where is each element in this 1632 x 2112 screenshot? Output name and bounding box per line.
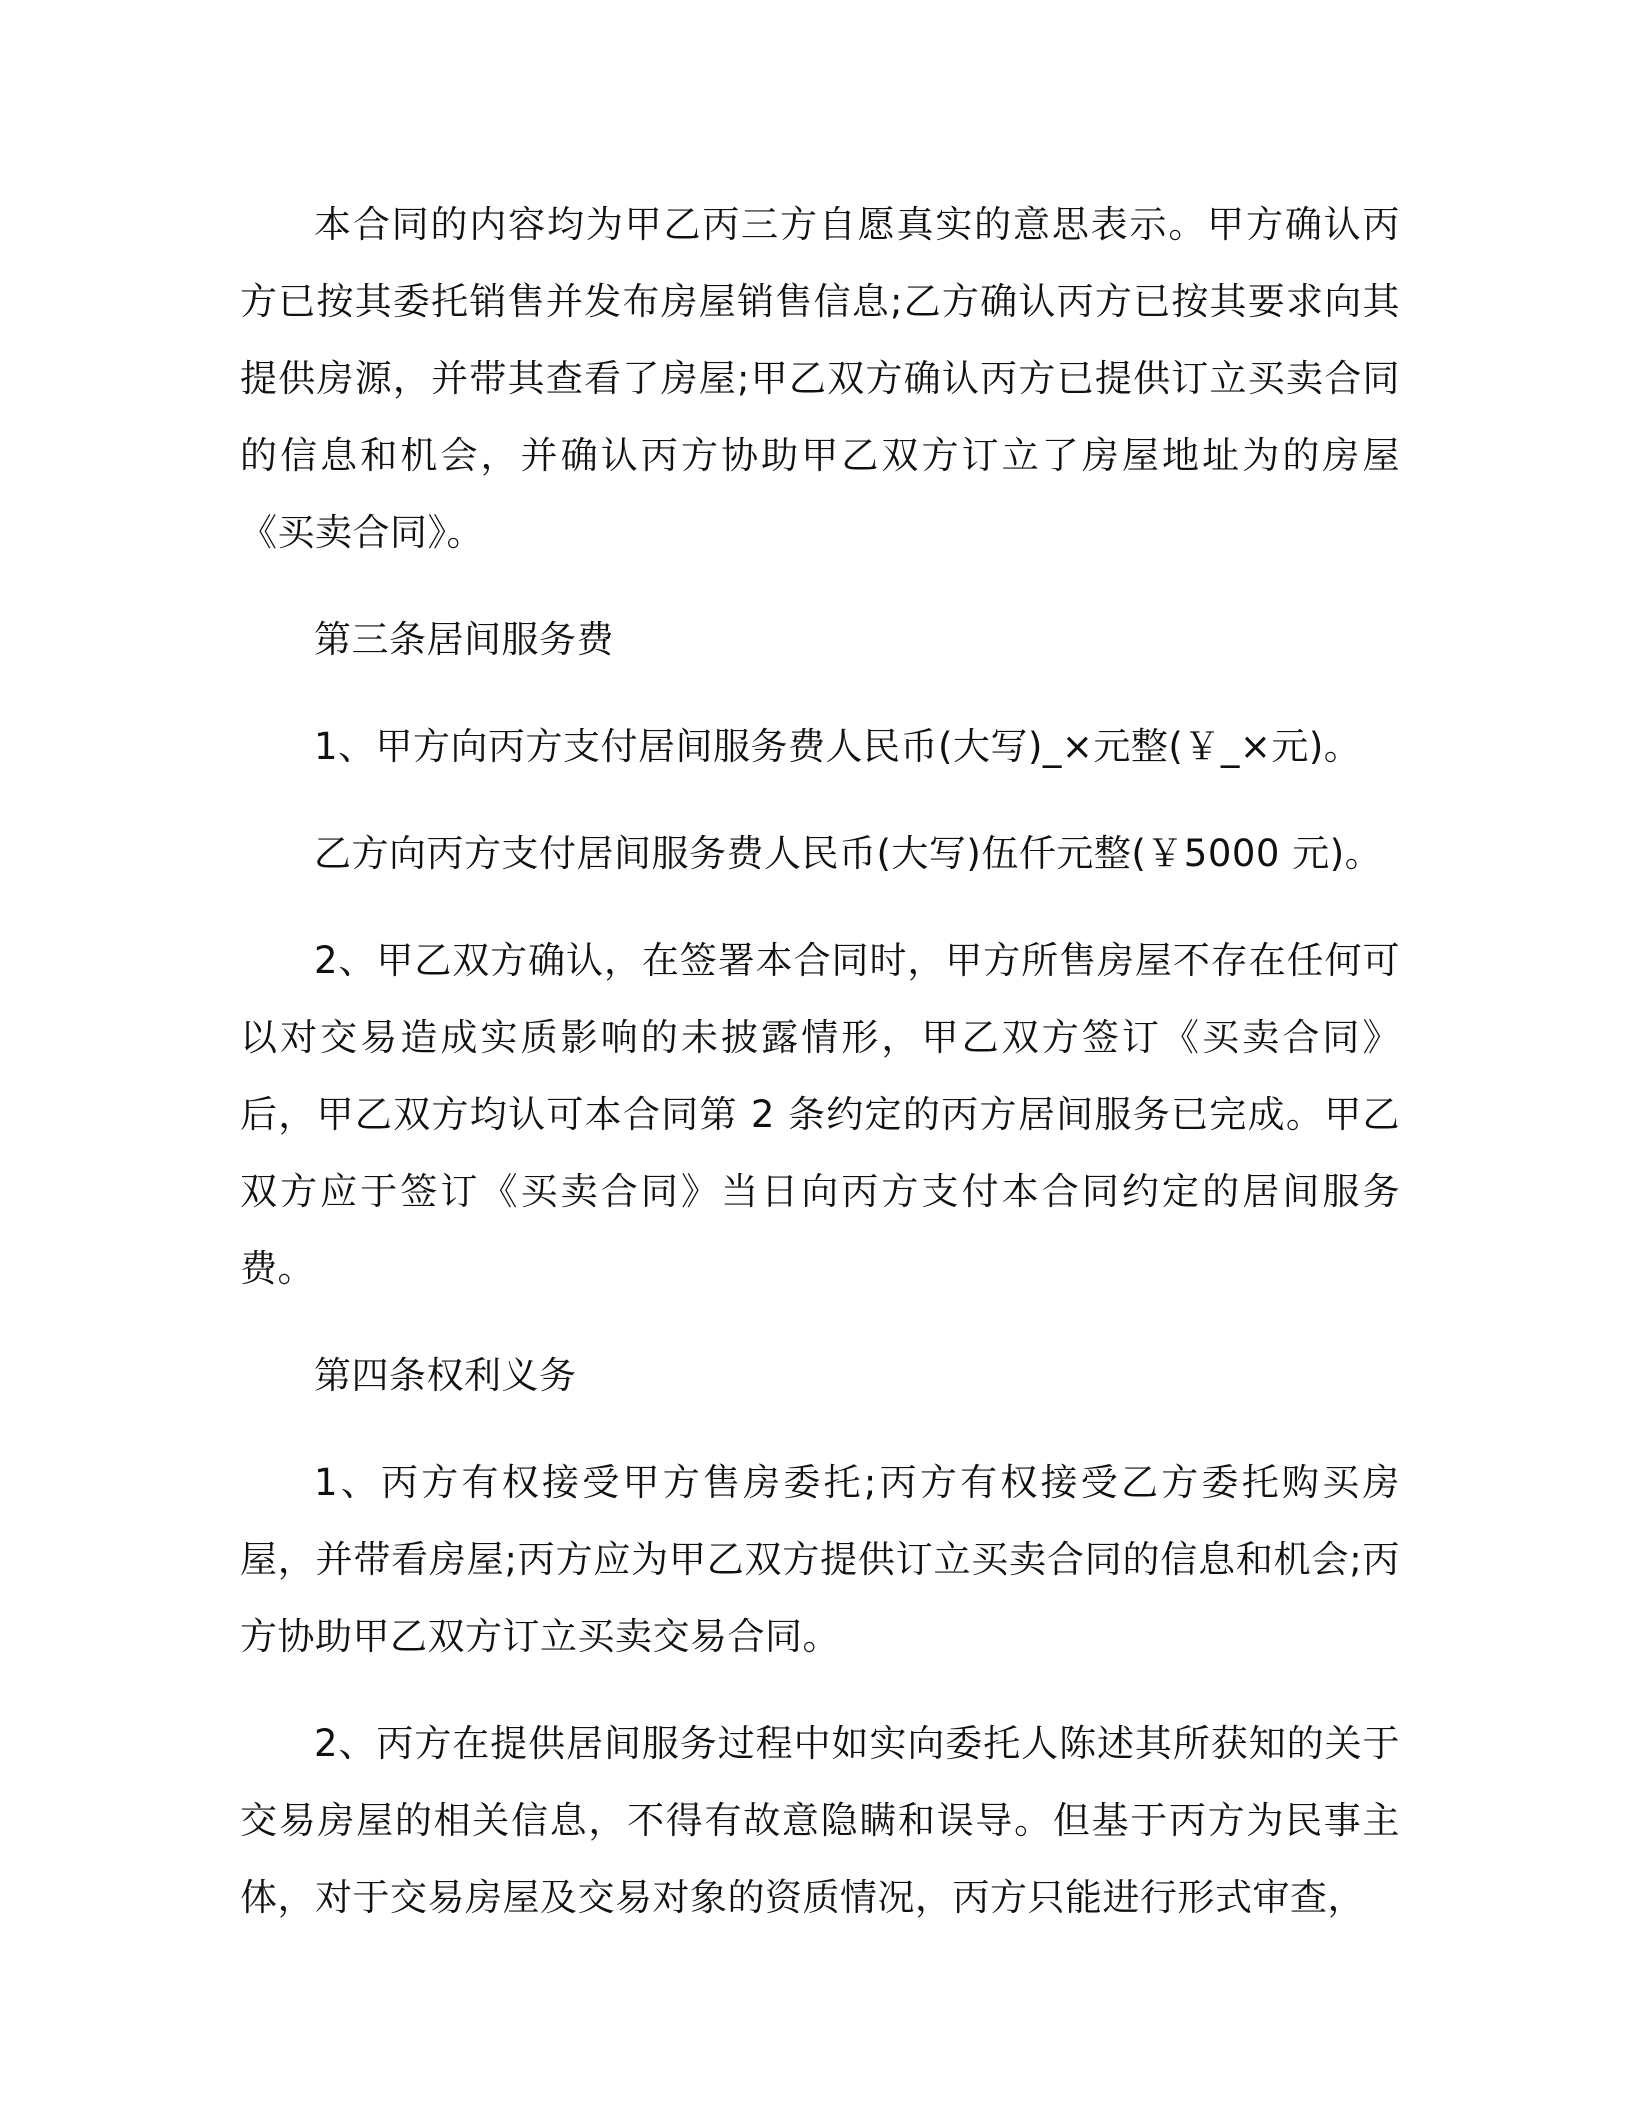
paragraph-confirmation: 本合同的内容均为甲乙丙三方自愿真实的意思表示。甲方确认丙方已按其委托销售并发布房屋销售信息;乙方确认丙方已按其要求向其提供房源，并带其查看了房屋;甲乙双方确认丙方已提供订立买卖合同的信息和机会，并确认丙方协助甲乙双方订立了房屋地址为的房屋《买卖合同》。 bbox=[240, 203, 1400, 554]
fee-party-a: 1、甲方向丙方支付居间服务费人民币(大写)_×元整(￥_×元)。 bbox=[314, 725, 1362, 768]
document-body bbox=[240, 186, 1400, 1966]
rights-clause-1: 1、丙方有权接受甲方售房委托;丙方有权接受乙方委托购买房屋，并带看房屋;丙方应为甲乙双方提供订立买卖合同的信息和机会;丙方协助甲乙双方订立买卖交易合同。 bbox=[240, 1461, 1400, 1658]
article-4-heading: 第四条权利义务 bbox=[314, 1354, 577, 1397]
article-3-heading: 第三条居间服务费 bbox=[314, 618, 614, 661]
fee-party-b: 乙方向丙方支付居间服务费人民币(大写)伍仟元整(￥5000 元)。 bbox=[314, 832, 1383, 875]
rights-clause-2: 2、丙方在提供居间服务过程中如实向委托人陈述其所获知的关于交易房屋的相关信息，不得有故意隐瞒和误导。但基于丙方为民事主体，对于交易房屋及交易对象的资质情况，丙方只能进行形式审查， bbox=[240, 1722, 1400, 1919]
fee-payment-terms: 2、甲乙双方确认，在签署本合同时，甲方所售房屋不存在任何可以对交易造成实质影响的未披露情形，甲乙双方签订《买卖合同》后，甲乙双方均认可本合同第 2 条约定的丙方居间服务已完成。甲乙双方应于签订《买卖合同》当日向丙方支付本合同约定的居间服务费。 bbox=[240, 939, 1400, 1290]
